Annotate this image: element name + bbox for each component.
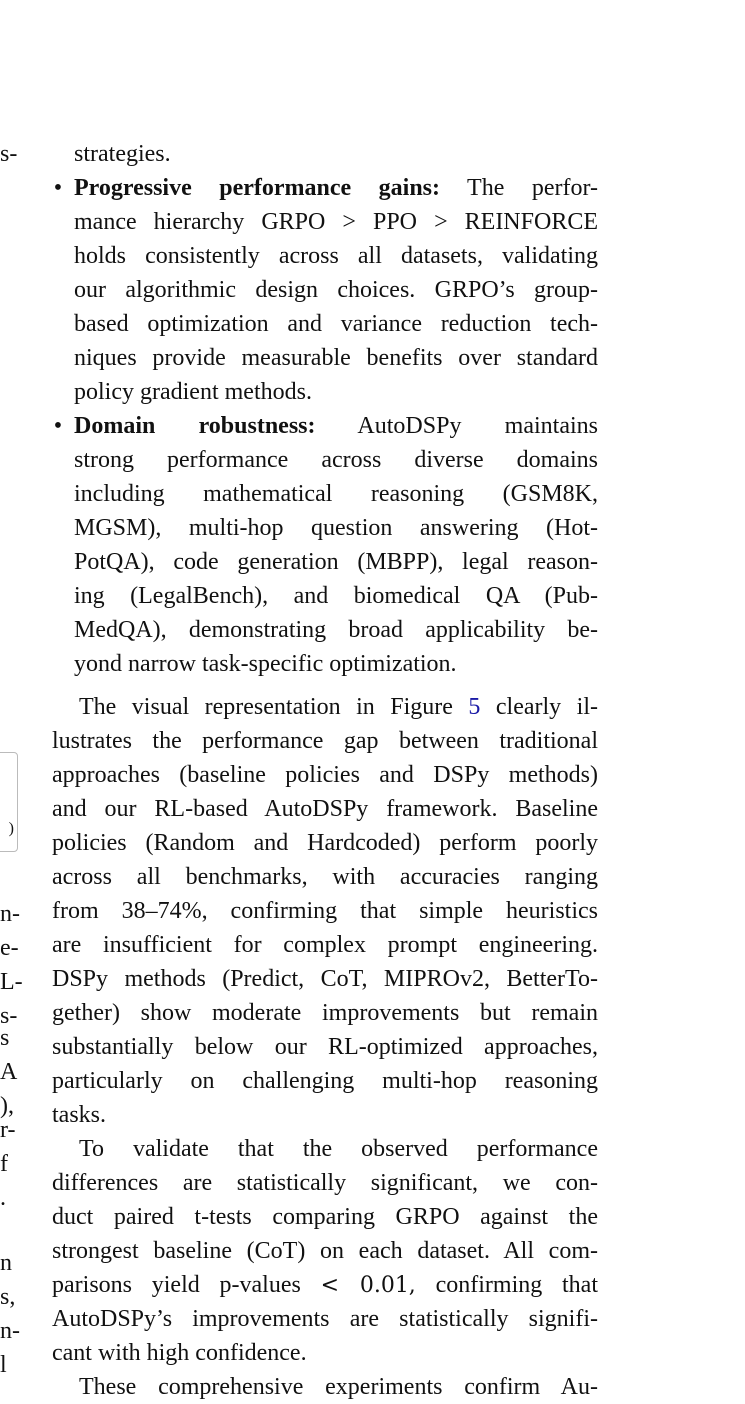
left-column-fragment: ),	[0, 1093, 14, 1119]
paragraph-line: particularly on challenging multi-hop reasoning	[52, 1068, 598, 1094]
paragraph-line: lustrates the performance gap between traditional	[52, 728, 598, 754]
paragraph-text: The visual representation in Figure	[79, 694, 453, 720]
bullet-line: niques provide measurable benefits over standard	[74, 345, 598, 371]
left-column-fragment: r-	[0, 1117, 16, 1143]
paragraph-line: AutoDSPy’s improvements are statistically signifi-	[52, 1306, 598, 1332]
left-column-fragment: A	[0, 1059, 18, 1085]
paragraph-line: across all benchmarks, with accuracies ranging	[52, 864, 598, 890]
paragraph-line: duct paired t-tests comparing GRPO against the	[52, 1204, 598, 1230]
left-column-fragment: l	[0, 1352, 7, 1378]
paragraph-line: approaches (baseline policies and DSPy methods)	[52, 762, 598, 788]
bullet-first-line	[74, 171, 598, 205]
bullet-first-line	[74, 409, 598, 443]
bullet-line: strong performance across diverse domains	[74, 447, 598, 473]
bullet-line: policy gradient methods.	[74, 379, 312, 405]
bullet-line: holds consistently across all datasets, validating	[74, 243, 598, 269]
paragraph-line: policies (Random and Hardcoded) perform poorly	[52, 830, 598, 856]
bullet-dot: •	[53, 413, 63, 439]
intro-line: strategies.	[74, 141, 171, 167]
figure-reference-link[interactable]: 5	[468, 694, 481, 720]
left-column-fragment: s-	[0, 1003, 18, 1029]
figure-frame-fragment	[0, 752, 18, 852]
paragraph-first-line	[52, 690, 598, 724]
paragraph-line: DSPy methods (Predict, CoT, MIPROv2, BetterTo-	[52, 966, 598, 992]
bullet-line: yond narrow task-specific optimization.	[74, 651, 457, 677]
bullet-progressive-gains	[52, 171, 598, 409]
left-column-fragment: e-	[0, 935, 19, 961]
left-column-fragment: s,	[0, 1284, 16, 1310]
left-column-fragment: n-	[0, 1318, 20, 1344]
paragraph-conclusion	[52, 1370, 598, 1404]
paragraph-first-line: To validate that the observed performance	[79, 1136, 598, 1162]
paragraph-first-line: These comprehensive experiments confirm Au-	[79, 1374, 598, 1400]
bullet-heading: Domain robustness:	[74, 413, 316, 439]
paragraph-line: substantially below our RL-optimized approaches,	[52, 1034, 598, 1060]
p-value-expression: < 0.01,	[320, 1273, 416, 1298]
paragraph-line: and our RL-based AutoDSPy framework. Baseline	[52, 796, 598, 822]
figure-frame-fragment-text: )	[8, 820, 14, 837]
paragraph-text: parisons yield p-values	[52, 1272, 301, 1298]
bullet-domain-robustness	[52, 409, 598, 681]
paragraph-line: cant with high confidence.	[52, 1340, 307, 1366]
paragraph-line: strongest baseline (CoT) on each dataset. All com-	[52, 1238, 598, 1264]
bullet-heading: Progressive performance gains:	[74, 175, 440, 201]
left-column-fragment: f	[0, 1151, 8, 1177]
bullet-line: ing (LegalBench), and biomedical QA (Pub-	[74, 583, 598, 609]
left-column-fragment: L-	[0, 969, 23, 995]
bullet-first-rest: The perfor-	[467, 175, 598, 201]
left-column-fragment: n	[0, 1250, 12, 1276]
paragraph-text: confirming that	[435, 1272, 598, 1298]
paragraph-line: are insufficient for complex prompt engineering.	[52, 932, 598, 958]
bullet-line: our algorithmic design choices. GRPO’s group-	[74, 277, 598, 303]
paragraph-line: from 38–74%, confirming that simple heuristics	[52, 898, 598, 924]
paragraph-line: differences are statistically significant, we con-	[52, 1170, 598, 1196]
paragraph-significance	[52, 1132, 598, 1370]
paragraph-line	[52, 1268, 598, 1302]
paragraph-line: tasks.	[52, 1102, 106, 1128]
bullet-line: including mathematical reasoning (GSM8K,	[74, 481, 598, 507]
paragraph-figure-discussion	[52, 690, 598, 1132]
bullet-line: mance hierarchy GRPO > PPO > REINFORCE	[74, 209, 598, 235]
paragraph-line: gether) show moderate improvements but remain	[52, 1000, 598, 1026]
bullet-line: MGSM), multi-hop question answering (Hot-	[74, 515, 598, 541]
bullet-line: PotQA), code generation (MBPP), legal reason-	[74, 549, 598, 575]
left-column-fragment: s-	[0, 141, 18, 167]
left-column-fragment: .	[0, 1185, 6, 1211]
paragraph-text: clearly il-	[495, 694, 598, 720]
left-column-fragment: n-	[0, 901, 20, 927]
bullet-first-rest: AutoDSPy maintains	[357, 413, 598, 439]
text-column	[52, 137, 598, 1404]
bullet-dot: •	[53, 175, 63, 201]
bullet-line: MedQA), demonstrating broad applicability be-	[74, 617, 598, 643]
left-column-fragment: s	[0, 1025, 10, 1051]
bullet-line: based optimization and variance reduction tech-	[74, 311, 598, 337]
